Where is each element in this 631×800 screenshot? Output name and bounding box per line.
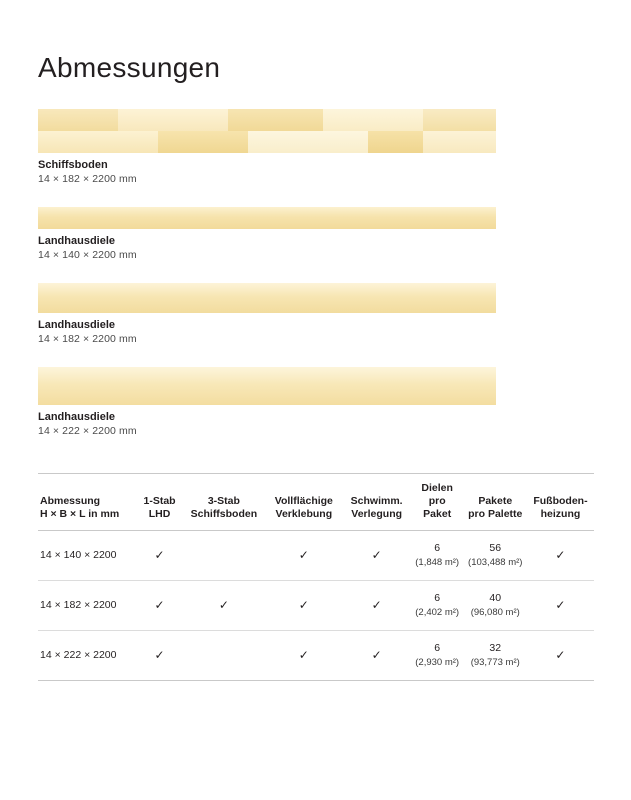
sample-name: Landhausdiele (38, 319, 116, 331)
table-row (38, 631, 594, 681)
cell-dimension: 14 × 222 × 2200 (38, 631, 136, 681)
plank-segment (118, 109, 228, 131)
cell-verlegung: ✓ (342, 581, 410, 631)
sample-item (38, 207, 594, 261)
cell-pakete-area: (96,080 m²) (470, 607, 520, 618)
plank-segment (423, 109, 496, 131)
cell-pakete (464, 631, 527, 681)
cell-1-stab: ✓ (136, 531, 182, 581)
sample-name: Landhausdiele (38, 235, 116, 247)
plank-segment (248, 131, 368, 153)
cell-dimension: 14 × 182 × 2200 (38, 581, 136, 631)
plank-segment (423, 131, 496, 153)
cell-pakete-value: 56 (489, 542, 502, 555)
sample-dimension: 14 × 222 × 2200 mm (38, 425, 137, 437)
cell-pakete (464, 531, 527, 581)
column-header-dielen-pro-paket: Dielen pro Paket (411, 474, 464, 531)
dimensions-table-wrap (38, 473, 594, 681)
cell-dielen (411, 531, 464, 581)
table-body (38, 531, 594, 681)
cell-3-stab (183, 531, 266, 581)
sample-name: Landhausdiele (38, 411, 116, 423)
plank-graphic-landhausdiele-182 (38, 283, 496, 313)
column-header-3-stab: 3-Stab Schiffsboden (183, 474, 266, 531)
cell-verklebung: ✓ (265, 631, 342, 681)
column-header-fussbodenheizung: Fußboden- heizung (527, 474, 594, 531)
cell-dielen-area: (2,402 m²) (415, 607, 460, 618)
plank-segment (228, 109, 323, 131)
cell-dielen (411, 631, 464, 681)
cell-verlegung: ✓ (342, 631, 410, 681)
plank-segment (368, 131, 423, 153)
plank-segment (38, 131, 158, 153)
plank-graphic-landhausdiele-222 (38, 367, 496, 405)
cell-heizung: ✓ (527, 531, 594, 581)
sample-dimension: 14 × 140 × 2200 mm (38, 249, 137, 261)
sample-name: Schiffsboden (38, 159, 108, 171)
content-column (38, 0, 594, 681)
plank-segment (323, 109, 423, 131)
page-title: Abmessungen (38, 52, 221, 83)
cell-3-stab: ✓ (183, 581, 266, 631)
cell-pakete-area: (103,488 m²) (468, 557, 523, 569)
cell-dimension: 14 × 140 × 2200 (38, 531, 136, 581)
cell-3-stab (183, 631, 266, 681)
cell-dielen-value: 6 (434, 542, 441, 555)
cell-dielen-area: (2,930 m²) (415, 656, 460, 668)
cell-verklebung: ✓ (265, 531, 342, 581)
plank-graphic-landhausdiele-140 (38, 207, 496, 229)
column-header-1-stab: 1-Stab LHD (136, 474, 182, 531)
plank-segment (158, 131, 248, 153)
sample-item (38, 367, 594, 437)
sample-list (38, 109, 594, 437)
table-header (38, 474, 594, 531)
cell-pakete-value: 32 (489, 642, 502, 655)
table-row (38, 581, 594, 631)
column-header-abmessung: Abmessung H × B × L in mm (38, 474, 136, 531)
cell-pakete-area: (93,773 m²) (470, 656, 520, 668)
cell-dielen-area: (1,848 m²) (415, 557, 460, 569)
sample-dimension: 14 × 182 × 2200 mm (38, 173, 137, 185)
cell-1-stab: ✓ (136, 581, 182, 631)
sample-item (38, 283, 594, 345)
cell-1-stab: ✓ (136, 631, 182, 681)
column-header-pakete-pro-palette: Pakete pro Palette (464, 474, 527, 531)
table-header-row (38, 474, 594, 531)
sample-dimension: 14 × 182 × 2200 mm (38, 333, 137, 345)
cell-verlegung: ✓ (342, 531, 410, 581)
table-row (38, 531, 594, 581)
column-header-verklebung: Vollflächige Verklebung (265, 474, 342, 531)
cell-verklebung: ✓ (265, 581, 342, 631)
cell-dielen-value: 6 (434, 592, 441, 605)
cell-dielen (411, 581, 464, 631)
cell-pakete (464, 581, 527, 631)
cell-pakete-value: 40 (489, 592, 502, 605)
plank-graphic-schiffsboden (38, 109, 496, 153)
cell-heizung: ✓ (527, 581, 594, 631)
dimensions-table (38, 473, 594, 681)
sample-item (38, 109, 594, 185)
column-header-verlegung: Schwimm. Verlegung (342, 474, 410, 531)
plank-segment (38, 109, 118, 131)
cell-heizung: ✓ (527, 631, 594, 681)
cell-dielen-value: 6 (434, 642, 441, 655)
